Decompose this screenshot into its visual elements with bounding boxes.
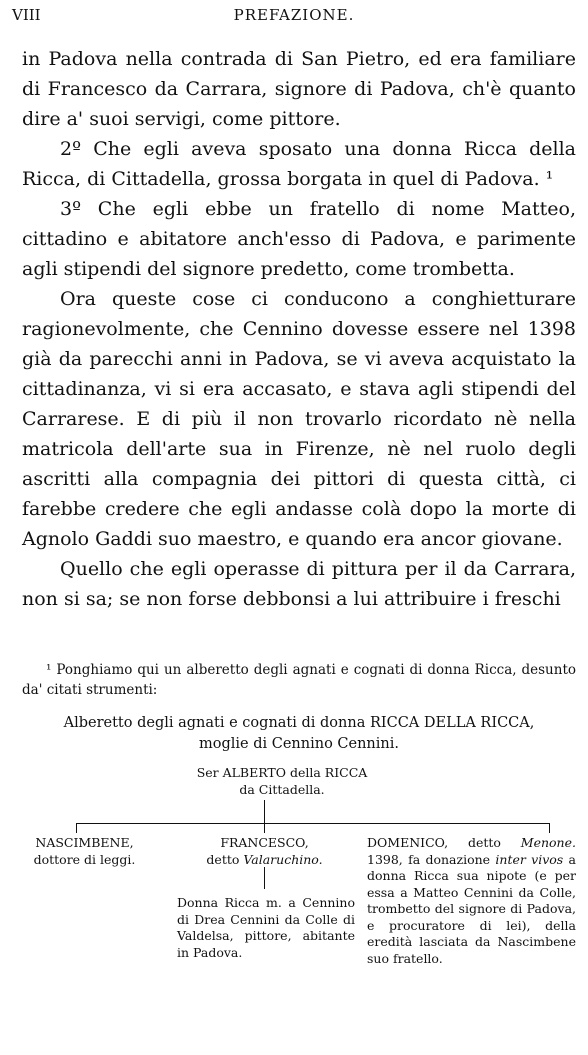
tree-connector bbox=[76, 823, 77, 833]
tree-node-label-prefix: detto bbox=[206, 851, 240, 867]
tree-node-child bbox=[182, 835, 347, 868]
tree-title-subline: moglie di Cennino Cennini. bbox=[199, 736, 399, 752]
tree-node-root bbox=[182, 765, 382, 798]
tree-node-label bbox=[182, 852, 347, 869]
tree-node-child bbox=[367, 835, 576, 967]
tree-node-child bbox=[22, 835, 147, 868]
tree-node-label: NASCIMBENE, bbox=[35, 835, 134, 850]
tree-node-label: da Cittadella. bbox=[239, 781, 325, 797]
tree-node-label-italic: inter bbox=[495, 851, 526, 867]
tree-node-label: a donna Ricca sua nipote (e per essa a Matteo Cennini da Colle, trombetto del signore di Padova, e procuratore di lei), della eredità lasciata da Nascimbene suo fratello. bbox=[367, 851, 576, 966]
running-title: PREFAZIONE. bbox=[233, 6, 355, 24]
tree-node-label: FRANCESCO, bbox=[220, 835, 309, 850]
tree-node-label: Ser ALBERTO della RICCA bbox=[196, 765, 368, 780]
tree-connector bbox=[549, 823, 550, 833]
tree-node-label: Donna Ricca m. a Cennino di Drea Cennini da Colle di Valdelsa, pittore, abitante in Padova. bbox=[177, 895, 355, 960]
tree-node-label-italic: vivos bbox=[531, 851, 564, 867]
paragraph: in Padova nella contrada di San Pietro, ed era familiare di Francesco da Carrara, signore di Padova, ch'è quanto dire a' suoi servigi, come pittore. bbox=[22, 48, 576, 130]
tree-node-label-italic: Menone. bbox=[520, 835, 576, 850]
tree-node-label-italic: Valaruchino. bbox=[243, 851, 323, 867]
tree-connector bbox=[264, 800, 265, 824]
body-text bbox=[22, 44, 576, 614]
tree-connector bbox=[76, 823, 550, 824]
tree-connector bbox=[264, 823, 265, 833]
family-tree bbox=[22, 755, 576, 1055]
tree-node-label: 1398, fa donazione bbox=[367, 851, 491, 867]
tree-node-label: DOMENICO, detto bbox=[367, 835, 501, 850]
tree-node-grandchild bbox=[177, 895, 355, 961]
tree-node-label: dottore di leggi. bbox=[33, 851, 136, 867]
paragraph: Ora queste cose ci conducono a conghietturare ragionevolmente, che Cennino dovesse essere nel 1398 già da parecchi anni in Padova, se vi aveva acquistato la cittadinanza, vi si era accasato, e stava agli stipendi del Carrarese. E di più il non trovarlo ricordato nè nella matricola dell'arte sua in Firenze, nè nel ruolo degli ascritti alla compagnia dei pittori di questa città, ci farebbe credere che egli andasse colà dopo la morte di Agnolo Gaddi suo maestro, e quando era ancor giovane. bbox=[22, 288, 576, 550]
paragraph: 3º Che egli ebbe un fratello di nome Matteo, cittadino e abitatore anch'esso di Padova, e parimente agli stipendi del signore predetto, come trombetta. bbox=[22, 198, 576, 280]
tree-connector bbox=[264, 867, 265, 889]
paragraph: Quello che egli operasse di pittura per il da Carrara, non si sa; se non forse debbonsi a lui attribuire i freschi bbox=[22, 558, 576, 610]
page-number: VIII bbox=[12, 6, 41, 24]
footnote bbox=[22, 660, 576, 1055]
footnote-text: ¹ Ponghiamo qui un alberetto degli agnati e cognati di donna Ricca, desunto da' citati strumenti: bbox=[22, 662, 576, 698]
paragraph: 2º Che egli aveva sposato una donna Ricca della Ricca, di Cittadella, grossa borgata in quel di Padova. ¹ bbox=[22, 138, 576, 190]
page-header bbox=[12, 6, 576, 30]
tree-title bbox=[22, 713, 576, 755]
tree-title-line: Alberetto degli agnati e cognati di donna RICCA DELLA RICCA, bbox=[63, 715, 535, 731]
